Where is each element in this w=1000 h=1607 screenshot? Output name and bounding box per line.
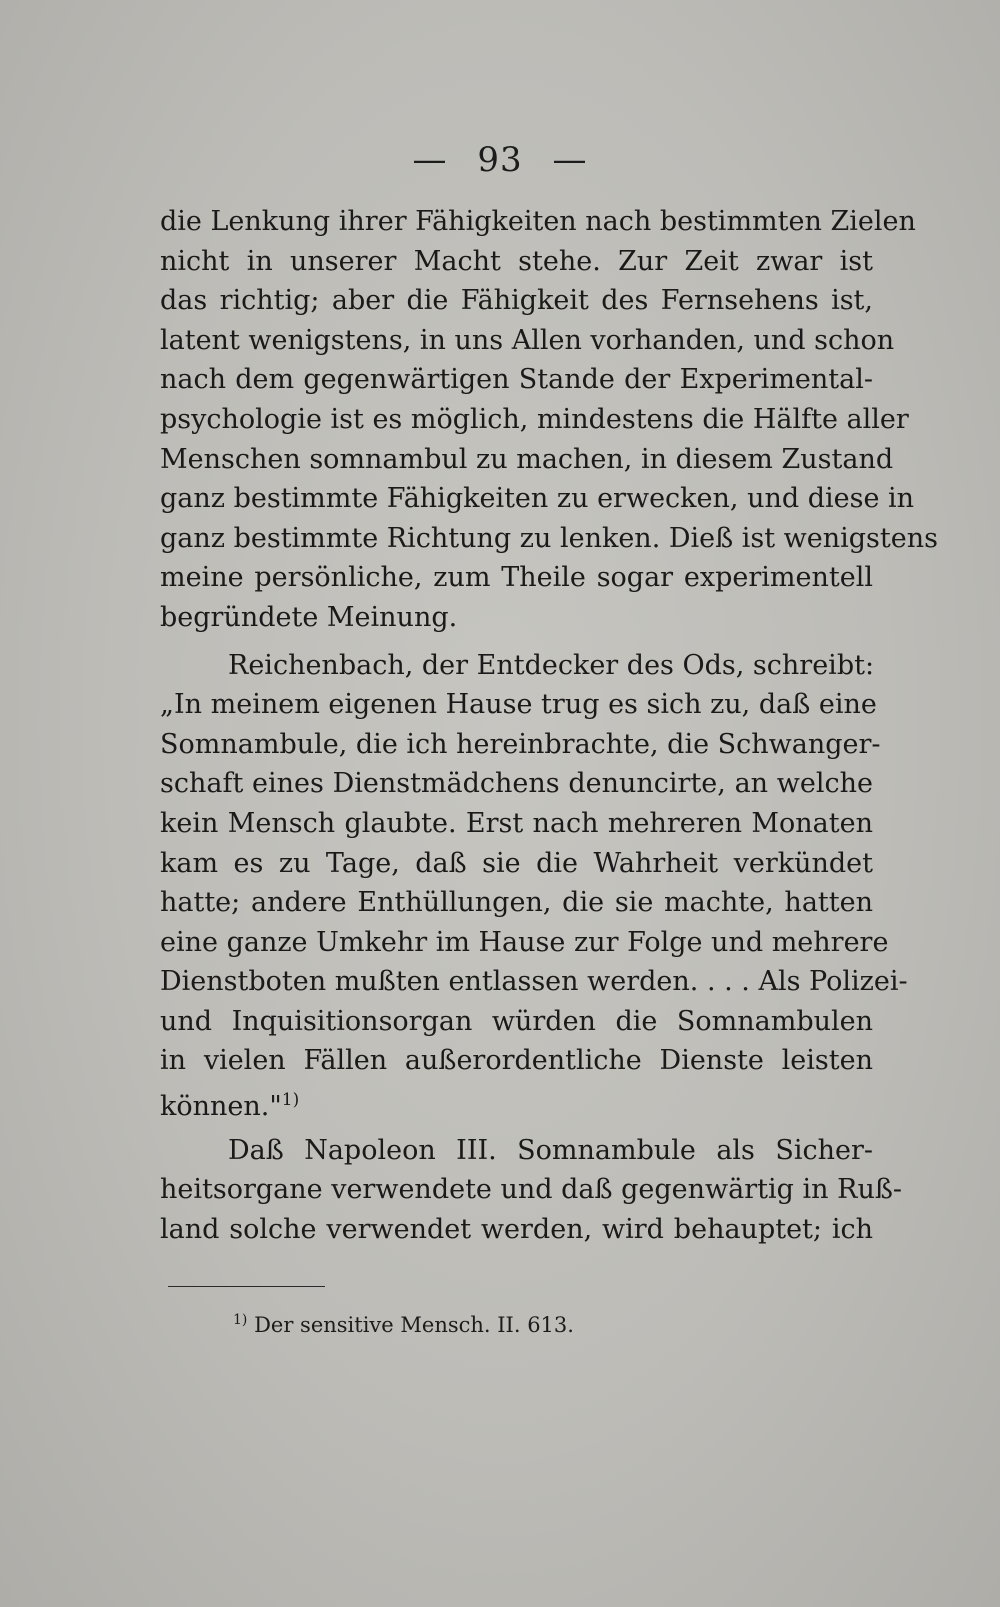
text-line: Daß Napoleon III. Somnambule als Sicher- [228, 1134, 873, 1166]
text-line: schaft eines Dienstmädchens denuncirte, an welche [160, 768, 873, 800]
text-line: das richtig; aber die Fähigkeit des Fernsehens ist, [160, 285, 873, 317]
text-line: Reichenbach, der Entdecker des Ods, schreibt: [228, 649, 875, 681]
paragraph-spacer [160, 1121, 873, 1131]
text-line: Menschen somnambul zu machen, in diesem Zustand [160, 443, 894, 475]
footnote-reference[interactable]: 1) [281, 1090, 300, 1111]
text-line: „In meinem eigenen Hause trug es sich zu, daß eine [160, 689, 877, 721]
text-line: kein Mensch glaubte. Erst nach mehreren Monaten [160, 807, 873, 839]
text-line: eine ganze Umkehr im Hause zur Folge und mehrere [160, 926, 889, 958]
text-line: land solche verwendet werden, wird behauptet; ich [160, 1213, 873, 1245]
footnote-divider [168, 1286, 325, 1287]
text-line-with-footnote [160, 1081, 873, 1121]
paragraph [160, 646, 908, 1123]
footnote-marker: 1) [233, 1312, 248, 1328]
text-line: meine persönliche, zum Theile sogar experimentell [160, 562, 873, 594]
paragraph [160, 202, 938, 638]
page-body [160, 202, 938, 1249]
paragraph [160, 1131, 902, 1250]
text-line: Somnambule, die ich hereinbrachte, die Schwanger- [160, 728, 881, 760]
text-line: begründete Meinung. [160, 601, 458, 633]
page-number: 93 [477, 140, 523, 180]
text-line: in vielen Fällen außerordentliche Dienste leisten [160, 1045, 873, 1077]
footnote [233, 1312, 574, 1337]
text-line: latent wenigstens, in uns Allen vorhanden, und schon [160, 324, 895, 356]
header-dash-right: — [552, 140, 588, 180]
text-line-content: können." [160, 1091, 282, 1123]
text-line: heitsorgane verwendete und daß gegenwärtig in Ruß- [160, 1174, 902, 1206]
text-line: und Inquisitionsorgan würden die Somnambulen [160, 1005, 873, 1037]
text-line: nicht in unserer Macht stehe. Zur Zeit zwar ist [160, 245, 873, 277]
text-line: ganz bestimmte Richtung zu lenken. Dieß ist wenigstens [160, 522, 938, 554]
header-dash-left: — [412, 140, 448, 180]
page-header [0, 140, 1000, 180]
text-line: psychologie ist es möglich, mindestens die Hälfte aller [160, 403, 909, 435]
text-line: Dienstboten mußten entlassen werden. . . . Als Polizei- [160, 966, 908, 998]
text-line: ganz bestimmte Fähigkeiten zu erwecken, und diese in [160, 483, 915, 515]
text-line: die Lenkung ihrer Fähigkeiten nach bestimmten Zielen [160, 206, 916, 237]
text-line: hatte; andere Enthüllungen, die sie machte, hatten [160, 887, 873, 919]
paragraph-spacer [160, 638, 873, 646]
text-line: nach dem gegenwärtigen Stande der Experimental- [160, 364, 873, 396]
footnote-text: Der sensitive Mensch. II. 613. [254, 1313, 574, 1337]
text-line: kam es zu Tage, daß sie die Wahrheit verkündet [160, 847, 873, 879]
